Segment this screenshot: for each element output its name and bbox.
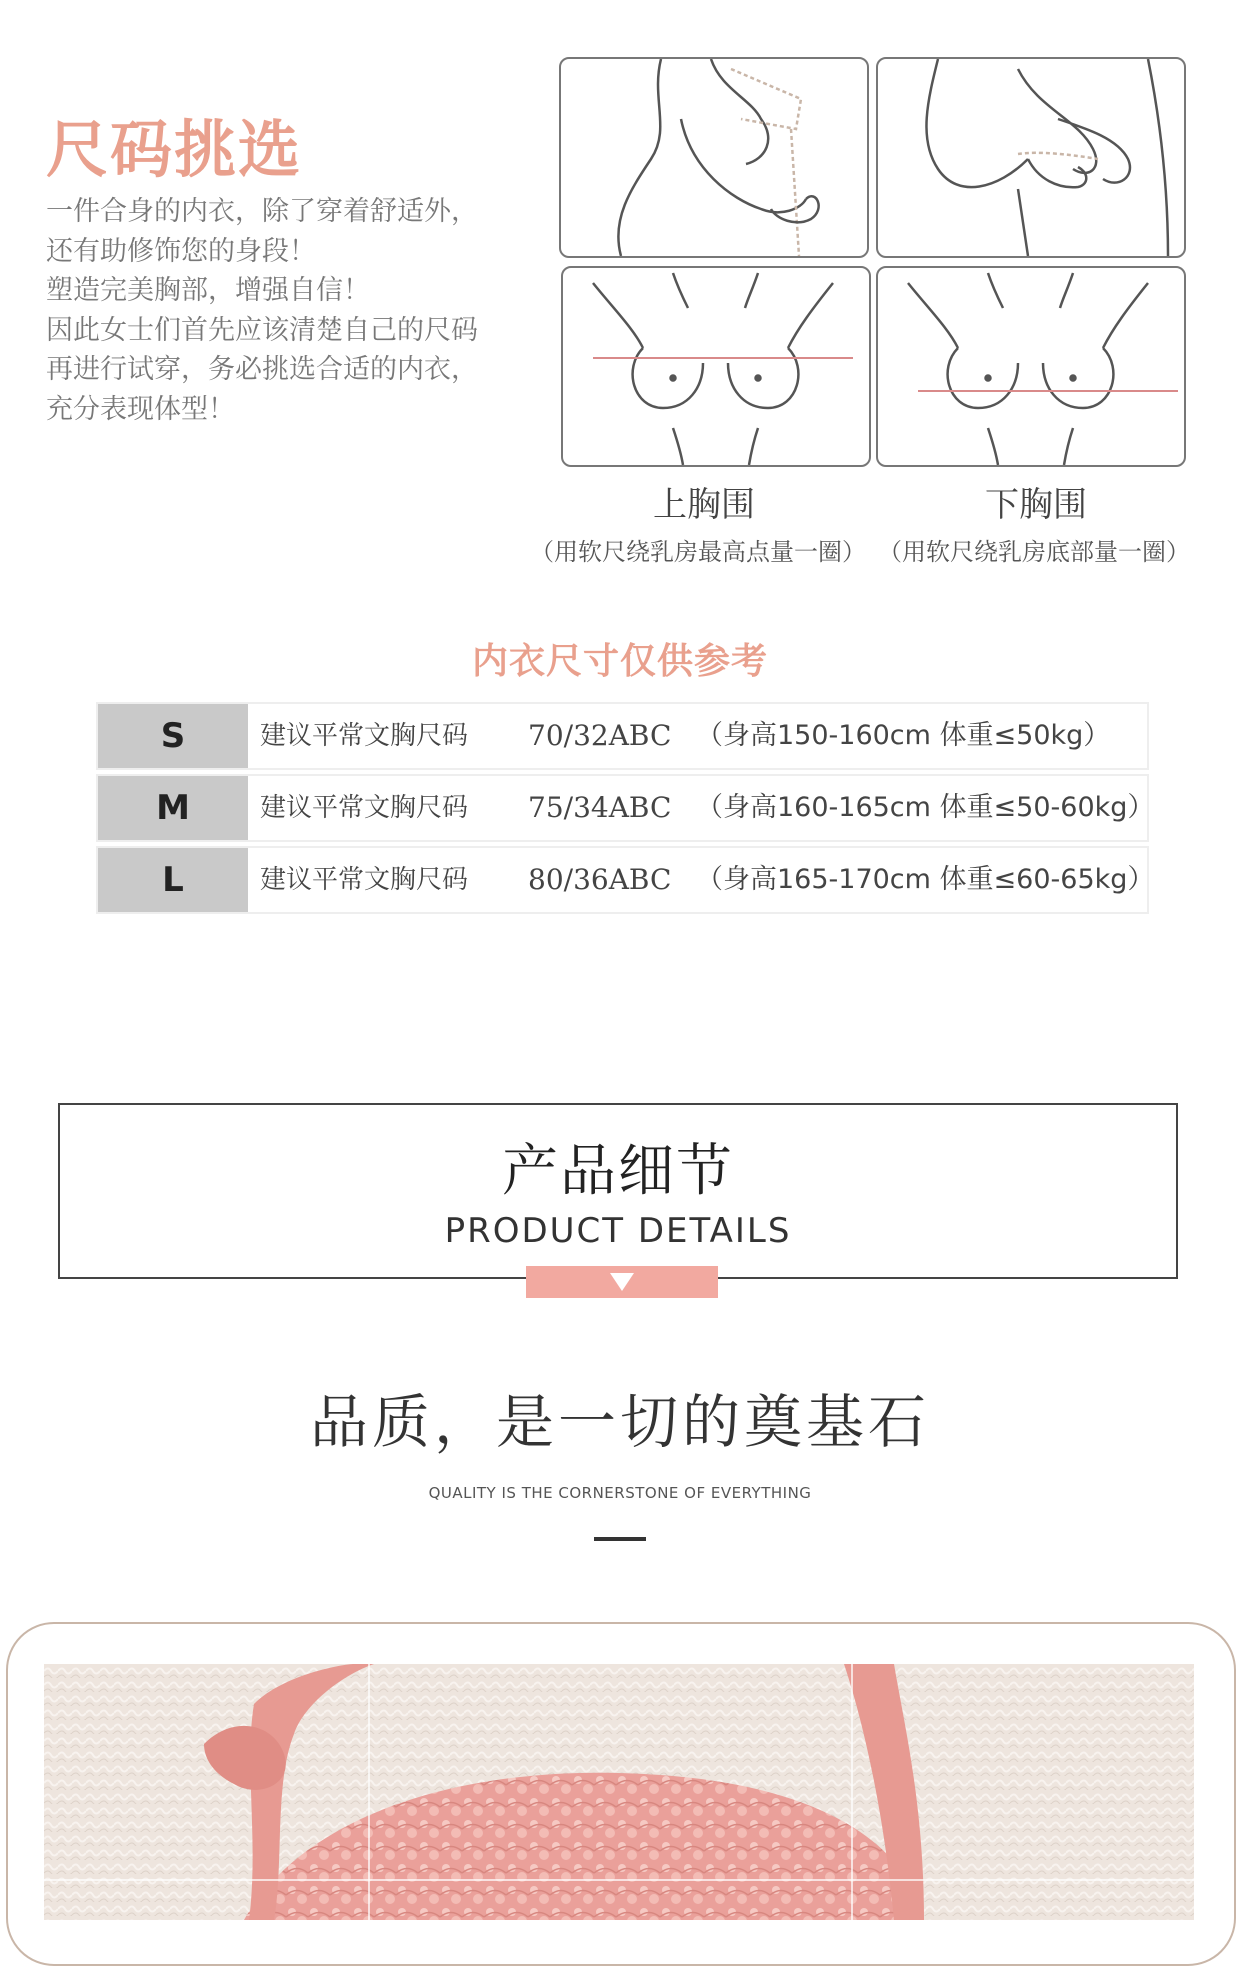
under-bust-note: （用软尺绕乳房底部量一圈） (878, 538, 1190, 566)
upper-bust-front-illustration (561, 266, 871, 467)
size-suggestion-label: 建议平常文胸尺码 (260, 721, 469, 751)
quality-title: 品质，是一切的奠基石 (309, 1388, 930, 1456)
size-letter: L (98, 848, 248, 912)
under-bust-front-illustration (876, 266, 1186, 467)
table-row (96, 846, 1155, 914)
quality-subtitle: QUALITY IS THE CORNERSTONE OF EVERYTHING (428, 1484, 812, 1502)
reference-title: 内衣尺寸仅供参考 (471, 641, 768, 682)
product-details-banner (58, 1103, 1178, 1279)
table-row (96, 774, 1155, 842)
size-suggestion-label: 建议平常文胸尺码 (260, 865, 469, 895)
size-cup: 70/32ABC (528, 719, 672, 752)
size-guide-title: 尺码挑选 (46, 113, 303, 186)
table-row (96, 702, 1149, 770)
description-line: 还有助修饰您的身段！ (46, 235, 316, 267)
divider (594, 1537, 646, 1541)
description-line: 一件合身的内衣，除了穿着舒适外， (46, 196, 478, 227)
product-details-title: 产品细节 (502, 1139, 734, 1204)
description-line: 再进行试穿，务必挑选合适的内衣， (46, 354, 478, 385)
size-letter: M (98, 776, 248, 840)
caret-down-icon (610, 1273, 634, 1291)
size-range: （身高150-160cm 体重≤50kg） (696, 720, 1111, 751)
upper-bust-note: （用软尺绕乳房最高点量一圈） (530, 538, 866, 566)
size-range: （身高160-165cm 体重≤50-60kg） (696, 792, 1155, 823)
description-line: 塑造完美胸部，增强自信！ (46, 275, 370, 306)
details-tab (526, 1266, 718, 1298)
upper-bust-label: 上胸围 (653, 485, 755, 525)
description-line: 因此女士们首先应该清楚自己的尺码 (46, 314, 478, 346)
size-cup: 75/34ABC (528, 791, 672, 824)
product-photo (44, 1664, 1194, 1920)
size-range: （身高165-170cm 体重≤60-65kg） (696, 864, 1155, 895)
under-bust-label: 下胸围 (985, 485, 1087, 525)
size-cup: 80/36ABC (528, 863, 672, 896)
description-line: 充分表现体型！ (46, 393, 235, 425)
size-suggestion-label: 建议平常文胸尺码 (260, 793, 469, 823)
upper-bust-side-illustration (559, 57, 869, 258)
size-letter: S (98, 704, 248, 768)
under-bust-side-illustration (876, 57, 1186, 258)
size-guide-description (46, 192, 526, 429)
size-table (96, 702, 1155, 918)
product-details-subtitle: PRODUCT DETAILS (444, 1211, 792, 1251)
